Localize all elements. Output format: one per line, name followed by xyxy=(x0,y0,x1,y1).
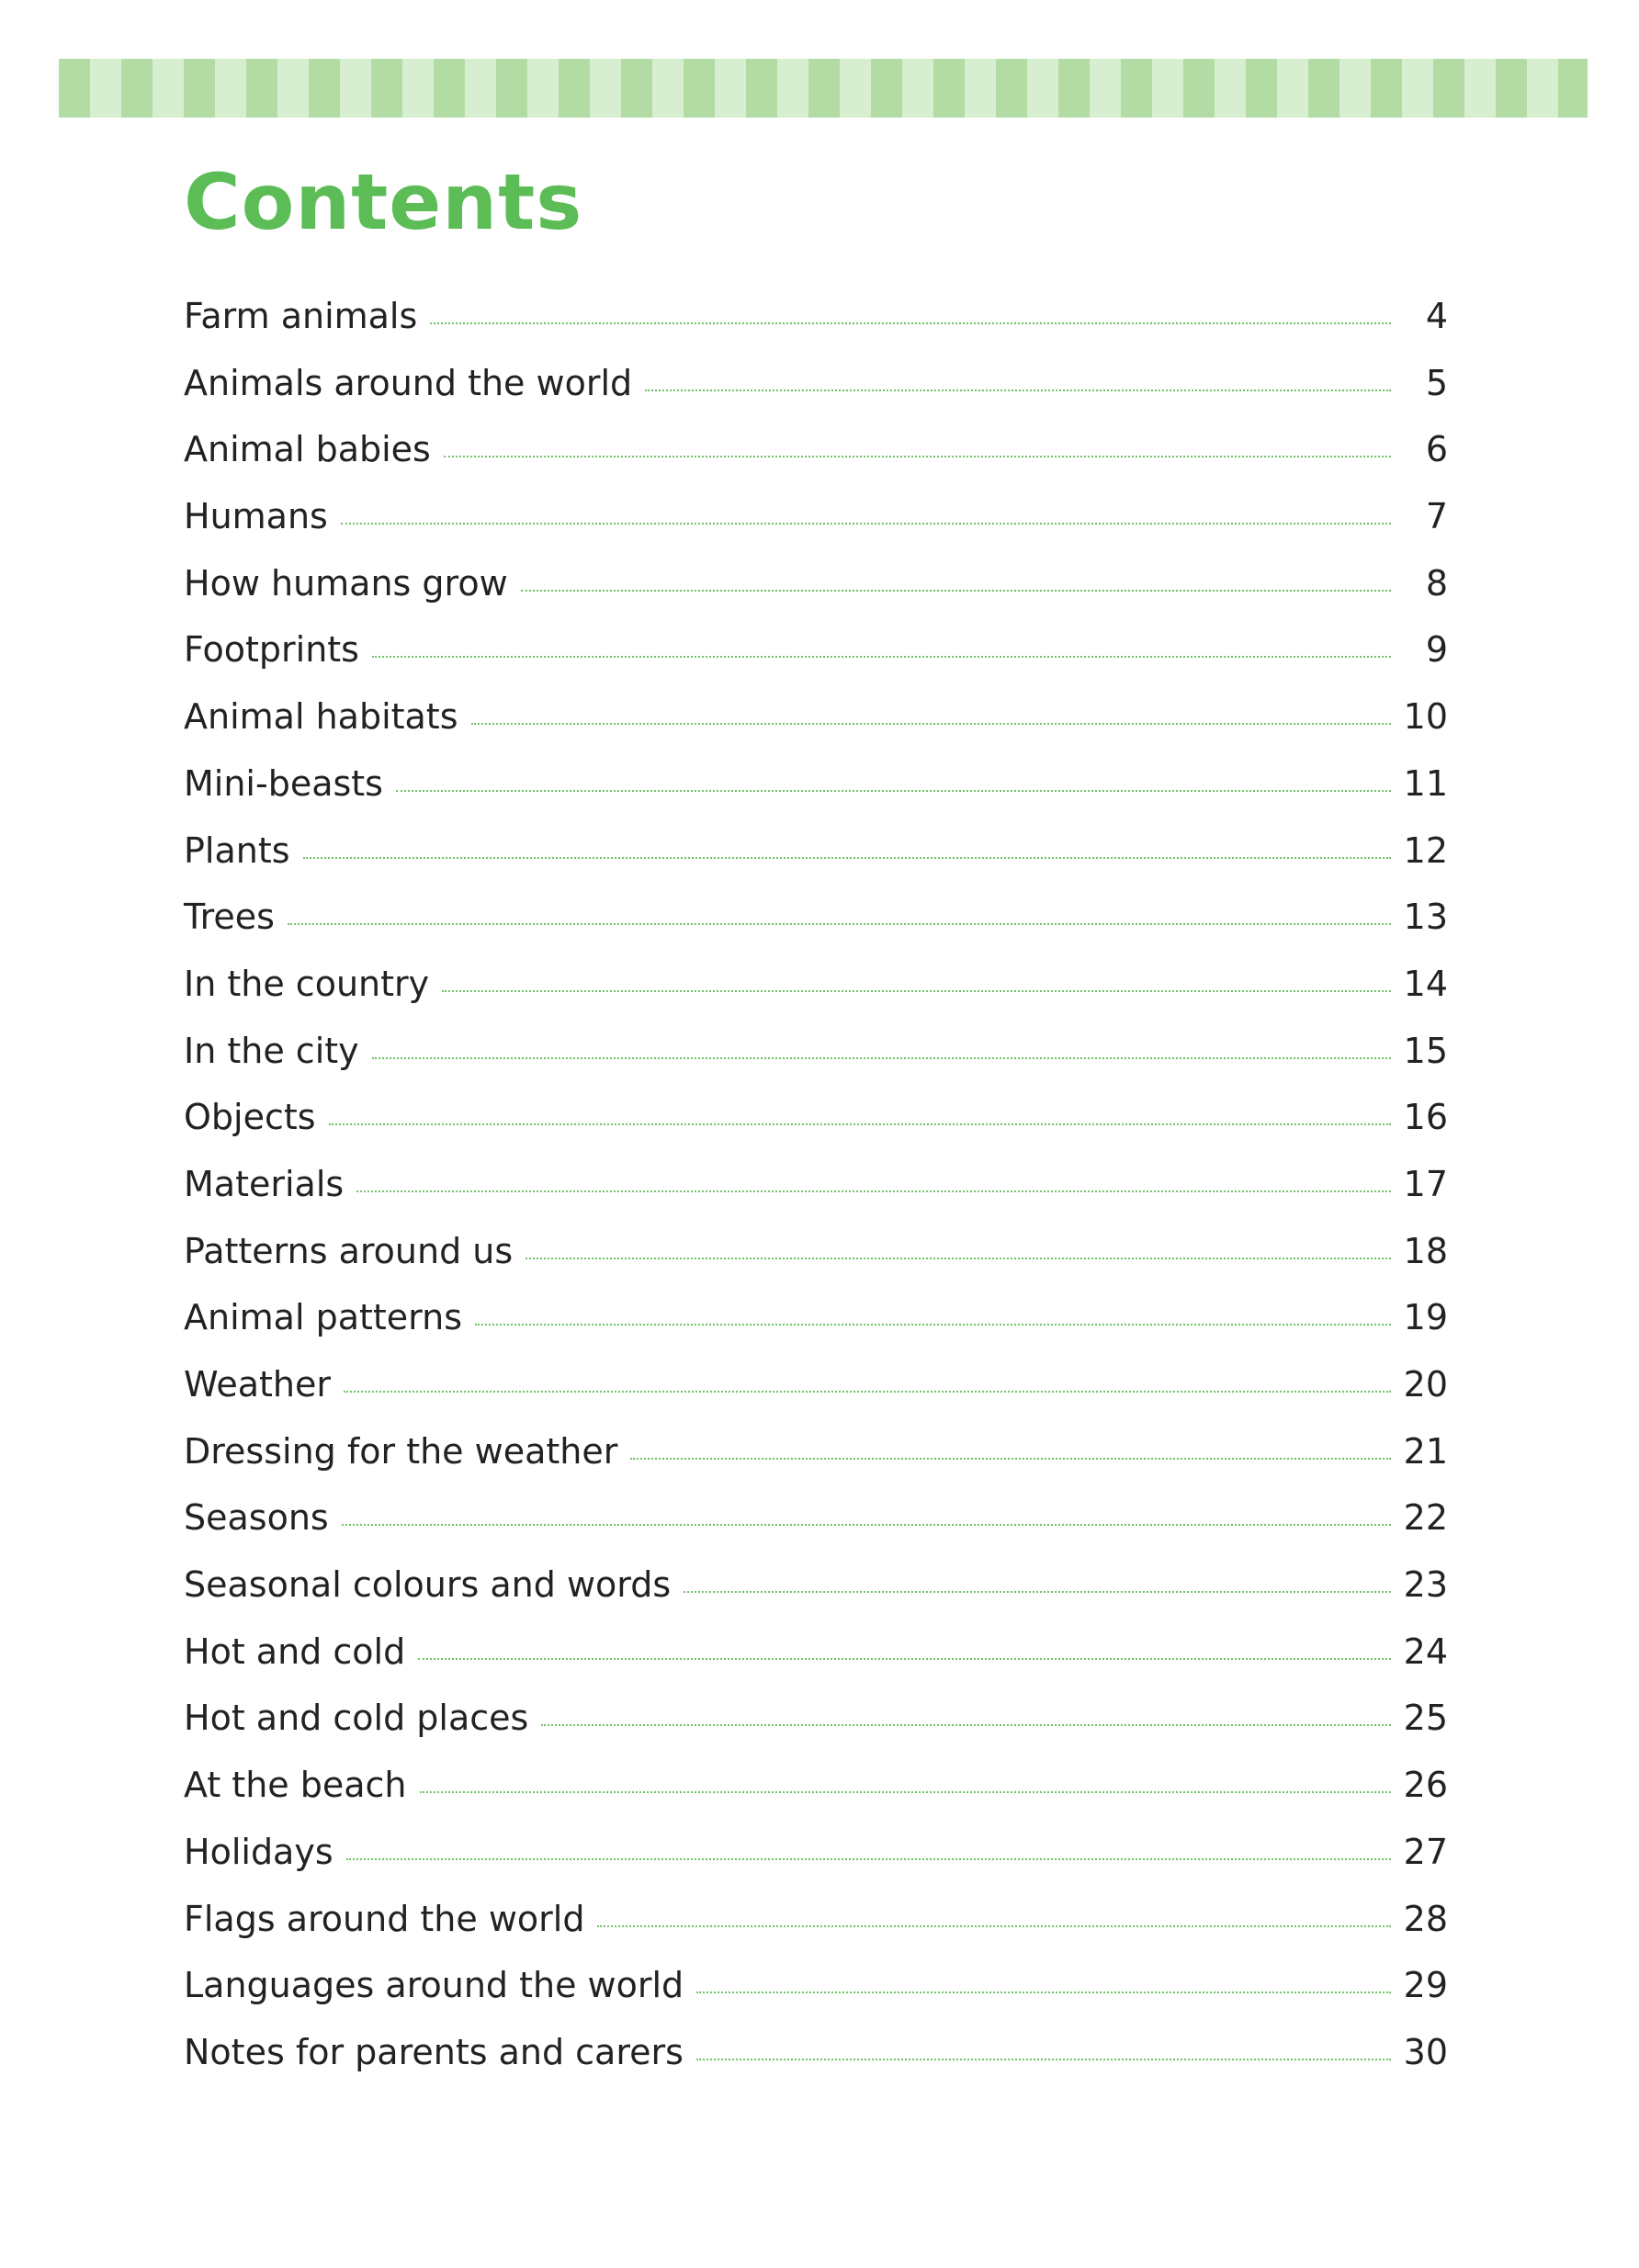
entry-page-number: 19 xyxy=(1403,1297,1448,1338)
contents-entry xyxy=(184,897,1448,964)
contents-entry xyxy=(184,1832,1448,1899)
contents-entry xyxy=(184,629,1448,696)
contents-entry xyxy=(184,429,1448,496)
contents-entry xyxy=(184,1765,1448,1832)
entry-page-number: 13 xyxy=(1403,897,1448,938)
entry-page-number: 6 xyxy=(1425,429,1448,470)
entry-title: Materials xyxy=(184,1163,345,1204)
entry-title: Notes for parents and carers xyxy=(184,2031,684,2072)
entry-title: Patterns around us xyxy=(184,1230,514,1271)
dotted-leader xyxy=(372,656,1391,658)
contents-entry xyxy=(184,1497,1448,1564)
contents-entry xyxy=(184,763,1448,830)
entry-page-number: 23 xyxy=(1403,1564,1448,1606)
decorative-stripe-bar xyxy=(59,59,1588,118)
entry-page-number: 16 xyxy=(1403,1097,1448,1138)
entry-title: In the city xyxy=(184,1030,359,1071)
entry-page-number: 24 xyxy=(1403,1630,1448,1672)
dotted-leader xyxy=(372,1057,1391,1059)
contents-entry xyxy=(184,1031,1448,1098)
page-title: Contents xyxy=(184,157,583,247)
dotted-leader xyxy=(541,1724,1390,1726)
contents-entry xyxy=(184,1097,1448,1164)
contents-entry xyxy=(184,1899,1448,1966)
entry-title: Hot and cold xyxy=(184,1630,406,1672)
entry-title: Animal patterns xyxy=(184,1297,462,1338)
contents-entry xyxy=(184,296,1448,363)
entry-title: At the beach xyxy=(184,1765,407,1806)
entry-title: Trees xyxy=(184,897,275,938)
entry-title: Footprints xyxy=(184,629,359,671)
entry-title: Weather xyxy=(184,1364,331,1405)
contents-entry xyxy=(184,1231,1448,1298)
entry-title: Seasons xyxy=(184,1497,329,1539)
dotted-leader xyxy=(342,1524,1391,1526)
entry-title: Plants xyxy=(184,829,290,871)
contents-entry xyxy=(184,496,1448,563)
dotted-leader xyxy=(418,1658,1390,1660)
dotted-leader xyxy=(684,1591,1390,1593)
dotted-leader xyxy=(420,1791,1391,1793)
entry-page-number: 11 xyxy=(1403,762,1448,804)
entry-page-number: 30 xyxy=(1403,2031,1448,2072)
contents-entry xyxy=(184,964,1448,1031)
entry-page-number: 22 xyxy=(1403,1497,1448,1539)
entry-page-number: 9 xyxy=(1425,629,1448,671)
dotted-leader xyxy=(442,990,1391,992)
contents-entry xyxy=(184,363,1448,430)
entry-page-number: 7 xyxy=(1425,496,1448,537)
entry-title: Holidays xyxy=(184,1831,333,1872)
entry-page-number: 15 xyxy=(1403,1030,1448,1071)
contents-entry xyxy=(184,1698,1448,1765)
entry-title: Animal habitats xyxy=(184,696,458,738)
entry-page-number: 12 xyxy=(1403,829,1448,871)
entry-page-number: 5 xyxy=(1425,362,1448,403)
dotted-leader xyxy=(396,790,1391,792)
dotted-leader xyxy=(597,1925,1390,1927)
entry-title: In the country xyxy=(184,963,430,1004)
contents-entry xyxy=(184,2032,1448,2099)
contents-list xyxy=(184,296,1448,2099)
entry-page-number: 20 xyxy=(1403,1364,1448,1405)
dotted-leader xyxy=(696,2059,1391,2060)
dotted-leader xyxy=(521,590,1391,592)
entry-title: Humans xyxy=(184,496,328,537)
entry-page-number: 10 xyxy=(1403,696,1448,738)
dotted-leader xyxy=(475,1324,1391,1326)
dotted-leader xyxy=(346,1858,1391,1860)
entry-title: Animal babies xyxy=(184,429,431,470)
entry-title: Mini-beasts xyxy=(184,762,383,804)
entry-page-number: 29 xyxy=(1403,1965,1448,2006)
dotted-leader xyxy=(471,723,1391,725)
dotted-leader xyxy=(303,857,1391,859)
entry-title: Dressing for the weather xyxy=(184,1430,618,1472)
entry-title: How humans grow xyxy=(184,562,508,604)
dotted-leader xyxy=(645,389,1391,391)
dotted-leader xyxy=(344,1391,1391,1393)
entry-title: Objects xyxy=(184,1097,316,1138)
dotted-leader xyxy=(356,1190,1390,1192)
dotted-leader xyxy=(341,523,1391,525)
entry-title: Flags around the world xyxy=(184,1898,585,1939)
entry-title: Farm animals xyxy=(184,296,418,336)
entry-page-number: 14 xyxy=(1403,963,1448,1004)
entry-title: Seasonal colours and words xyxy=(184,1564,672,1606)
contents-entry xyxy=(184,1965,1448,2032)
contents-entry xyxy=(184,696,1448,763)
contents-entry xyxy=(184,1431,1448,1498)
contents-entry xyxy=(184,1297,1448,1364)
contents-entry xyxy=(184,1564,1448,1631)
dotted-leader xyxy=(430,322,1391,324)
dotted-leader xyxy=(696,1992,1390,1993)
entry-page-number: 21 xyxy=(1403,1430,1448,1472)
dotted-leader xyxy=(630,1458,1390,1460)
entry-page-number: 4 xyxy=(1425,296,1448,336)
contents-entry xyxy=(184,1364,1448,1431)
dotted-leader xyxy=(288,923,1391,925)
entry-title: Animals around the world xyxy=(184,362,633,403)
contents-entry xyxy=(184,1631,1448,1698)
entry-page-number: 18 xyxy=(1403,1230,1448,1271)
entry-title: Hot and cold places xyxy=(184,1698,529,1739)
entry-page-number: 17 xyxy=(1403,1163,1448,1204)
entry-page-number: 27 xyxy=(1403,1831,1448,1872)
dotted-leader xyxy=(329,1123,1391,1125)
entry-page-number: 28 xyxy=(1403,1898,1448,1939)
contents-entry xyxy=(184,563,1448,630)
contents-entry xyxy=(184,830,1448,897)
entry-title: Languages around the world xyxy=(184,1965,684,2006)
entry-page-number: 26 xyxy=(1403,1765,1448,1806)
entry-page-number: 25 xyxy=(1403,1698,1448,1739)
dotted-leader xyxy=(526,1258,1390,1259)
contents-entry xyxy=(184,1164,1448,1231)
entry-page-number: 8 xyxy=(1425,562,1448,604)
dotted-leader xyxy=(444,456,1391,457)
